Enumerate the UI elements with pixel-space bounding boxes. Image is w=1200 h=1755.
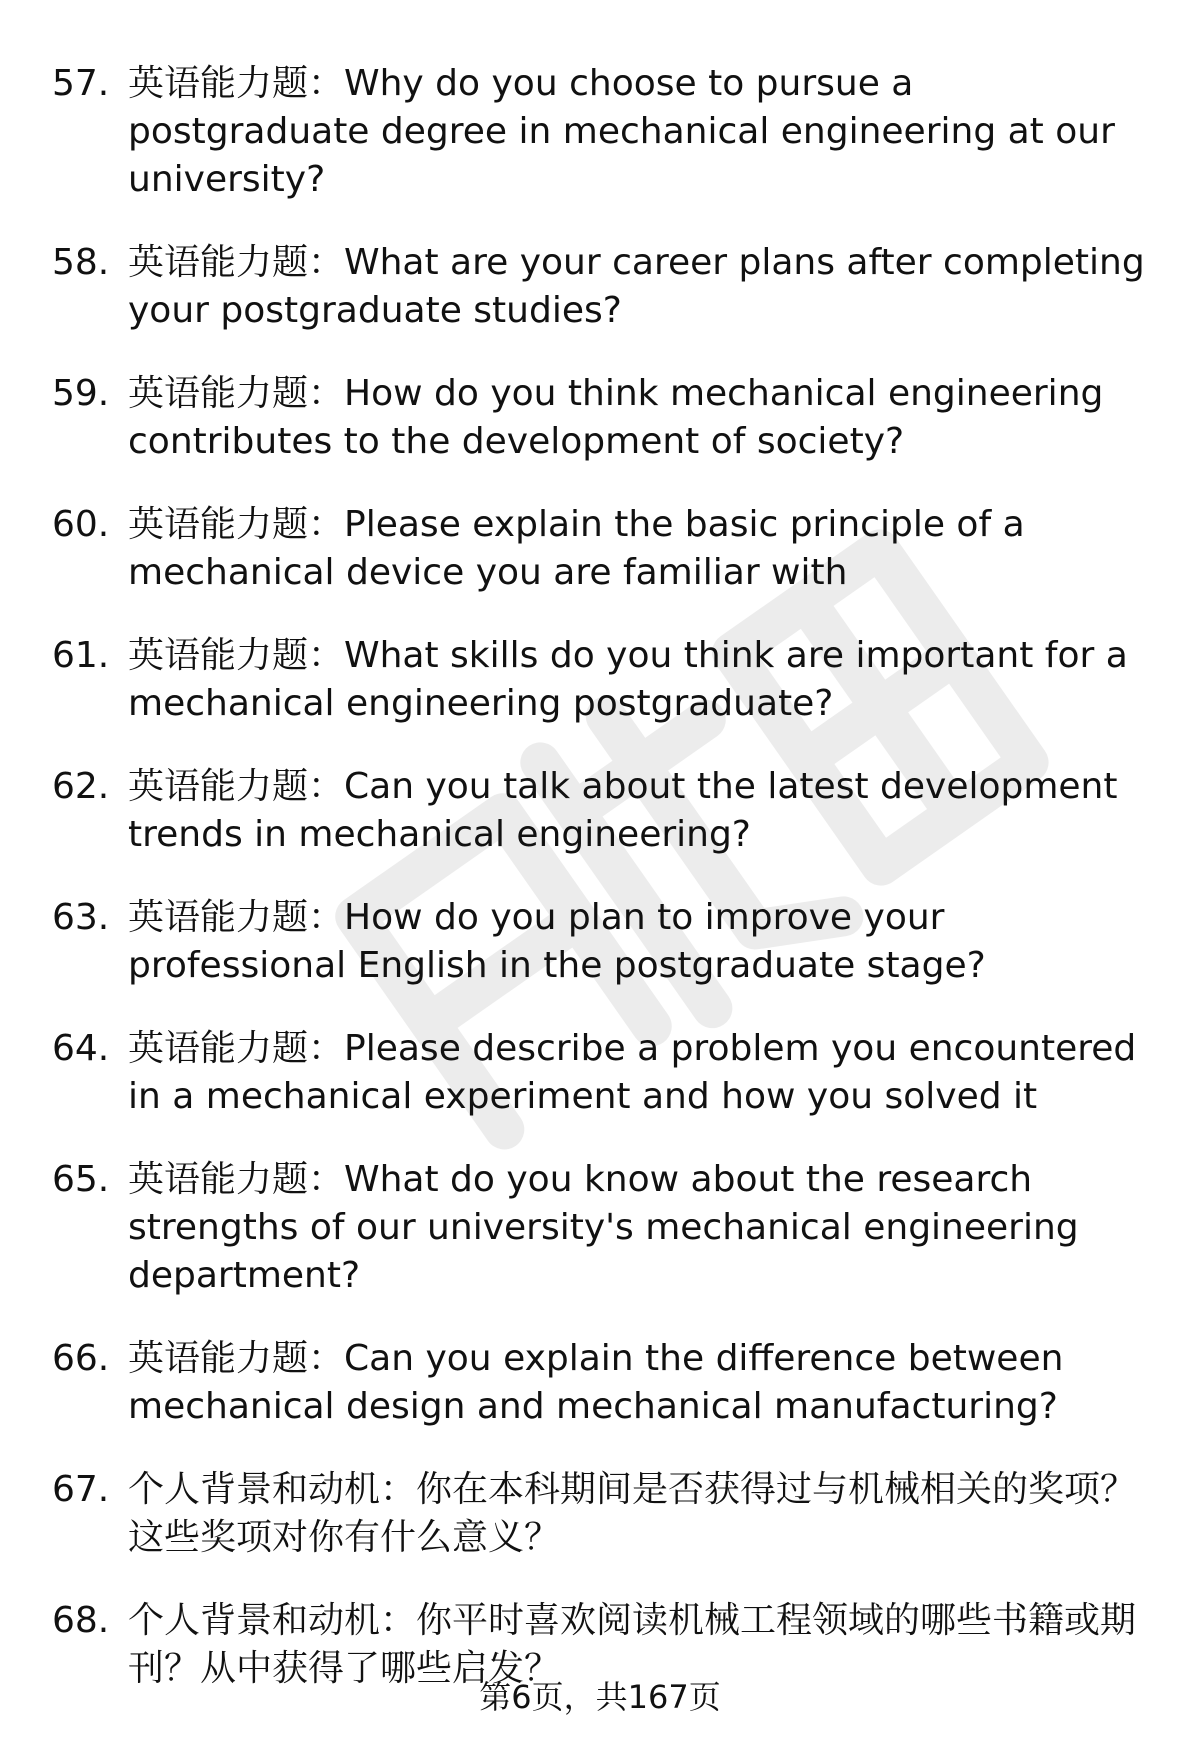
question-list xyxy=(0,60,1200,1728)
question-number: 62. xyxy=(52,766,110,807)
page-footer: 第6页，共167页 xyxy=(479,1678,721,1716)
question-category: 英语能力题： xyxy=(128,504,345,545)
question-number: 68. xyxy=(52,1600,110,1641)
question-category: 英语能力题： xyxy=(128,1338,345,1379)
question-text: How do you plan to improve your professional English in the postgraduate stage? xyxy=(128,897,986,986)
question-number: 63. xyxy=(52,897,110,938)
question-category: 个人背景和动机： xyxy=(128,1469,417,1510)
question-number: 66. xyxy=(52,1338,110,1379)
question-text: Please explain the basic principle of a mechanical device you are familiar with xyxy=(128,504,1025,593)
question-category: 英语能力题： xyxy=(128,635,345,676)
question-number: 59. xyxy=(52,373,110,414)
question-item xyxy=(0,370,1200,466)
question-item xyxy=(0,763,1200,859)
question-category: 英语能力题： xyxy=(128,1028,345,1069)
question-number: 64. xyxy=(52,1028,110,1069)
question-number: 61. xyxy=(52,635,110,676)
question-category: 英语能力题： xyxy=(128,373,345,414)
question-number: 57. xyxy=(52,63,110,104)
question-category: 英语能力题： xyxy=(128,242,345,283)
question-number: 60. xyxy=(52,504,110,545)
question-item xyxy=(0,60,1200,204)
question-item xyxy=(0,632,1200,728)
question-text: Can you explain the difference between mechanical design and mechanical manufacturing? xyxy=(128,1338,1064,1427)
question-text: What skills do you think are important for a mechanical engineering postgraduate? xyxy=(128,635,1128,724)
question-item xyxy=(0,1025,1200,1121)
question-category: 英语能力题： xyxy=(128,766,345,807)
question-number: 67. xyxy=(52,1469,110,1510)
question-text: Why do you choose to pursue a postgraduate degree in mechanical engineering at our university? xyxy=(128,63,1115,200)
question-category: 英语能力题： xyxy=(128,63,345,104)
question-number: 65. xyxy=(52,1159,110,1200)
question-item xyxy=(0,239,1200,335)
question-category: 个人背景和动机： xyxy=(128,1600,417,1641)
question-item xyxy=(0,1156,1200,1300)
question-text: 你在本科期间是否获得过与机械相关的奖项？这些奖项对你有什么意义？ xyxy=(128,1469,1137,1558)
question-category: 英语能力题： xyxy=(128,1159,345,1200)
question-item xyxy=(0,1335,1200,1431)
question-item xyxy=(0,501,1200,597)
question-text: Can you talk about the latest development trends in mechanical engineering? xyxy=(128,766,1118,855)
question-item xyxy=(0,1466,1200,1562)
question-text: Please describe a problem you encountered in a mechanical experiment and how you solved it xyxy=(128,1028,1137,1117)
question-text: 你平时喜欢阅读机械工程领域的哪些书籍或期刊？从中获得了哪些启发？ xyxy=(128,1600,1137,1689)
question-number: 58. xyxy=(52,242,110,283)
question-text: What do you know about the research strengths of our university's mechanical engineering department? xyxy=(128,1159,1079,1296)
question-category: 英语能力题： xyxy=(128,897,345,938)
question-text: What are your career plans after completing your postgraduate studies? xyxy=(128,242,1145,331)
question-text: How do you think mechanical engineering contributes to the development of society? xyxy=(128,373,1104,462)
question-item xyxy=(0,894,1200,990)
